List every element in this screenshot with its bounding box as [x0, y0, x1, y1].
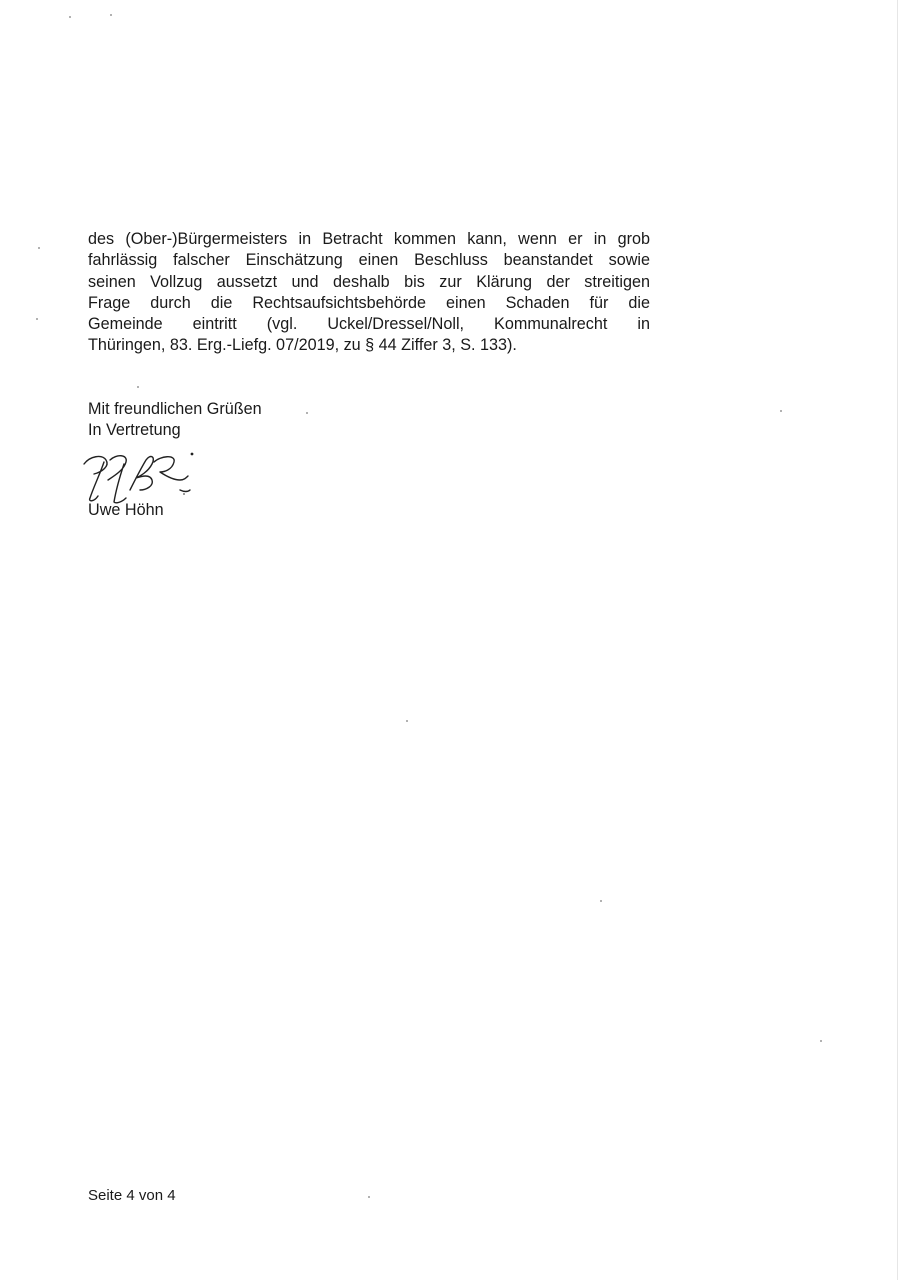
- body-line: Frage durch die Rechtsaufsichtsbehörde einen Schaden für die: [88, 293, 650, 312]
- scan-speck: [110, 14, 112, 16]
- body-line: fahrlässig falscher Einschätzung einen Beschluss beanstandet sowie: [88, 251, 650, 270]
- scan-edge-line: [897, 0, 898, 1280]
- body-line: Thüringen, 83. Erg.-Liefg. 07/2019, zu § 44 Ziffer 3, S. 133).: [88, 336, 517, 355]
- body-line: des (Ober-)Bürgermeisters in Betracht kommen kann, wenn er in grob: [88, 230, 650, 248]
- scan-speck: [69, 16, 71, 18]
- body-line: Gemeinde eintritt (vgl. Uckel/Dressel/Noll, Kommunalrecht in: [88, 315, 650, 334]
- scan-speck: [368, 1196, 370, 1198]
- closing-greeting: Mit freundlichen Grüßen: [88, 400, 262, 418]
- scan-speck: [780, 410, 782, 412]
- signer-name: Uwe Höhn: [88, 501, 164, 519]
- scan-speck: [306, 412, 308, 414]
- scan-speck: [820, 1040, 822, 1042]
- page-number: Seite 4 von 4: [88, 1187, 176, 1204]
- scan-speck: [137, 386, 139, 388]
- scan-speck: [406, 720, 408, 722]
- closing-representation: In Vertretung: [88, 421, 181, 439]
- scan-speck: [600, 900, 602, 902]
- body-paragraph: [88, 229, 650, 357]
- closing-block: [88, 399, 262, 441]
- body-line: seinen Vollzug aussetzt und deshalb bis zur Klärung der streitigen: [88, 272, 650, 291]
- scan-speck: [36, 318, 38, 320]
- scan-speck: [38, 247, 40, 249]
